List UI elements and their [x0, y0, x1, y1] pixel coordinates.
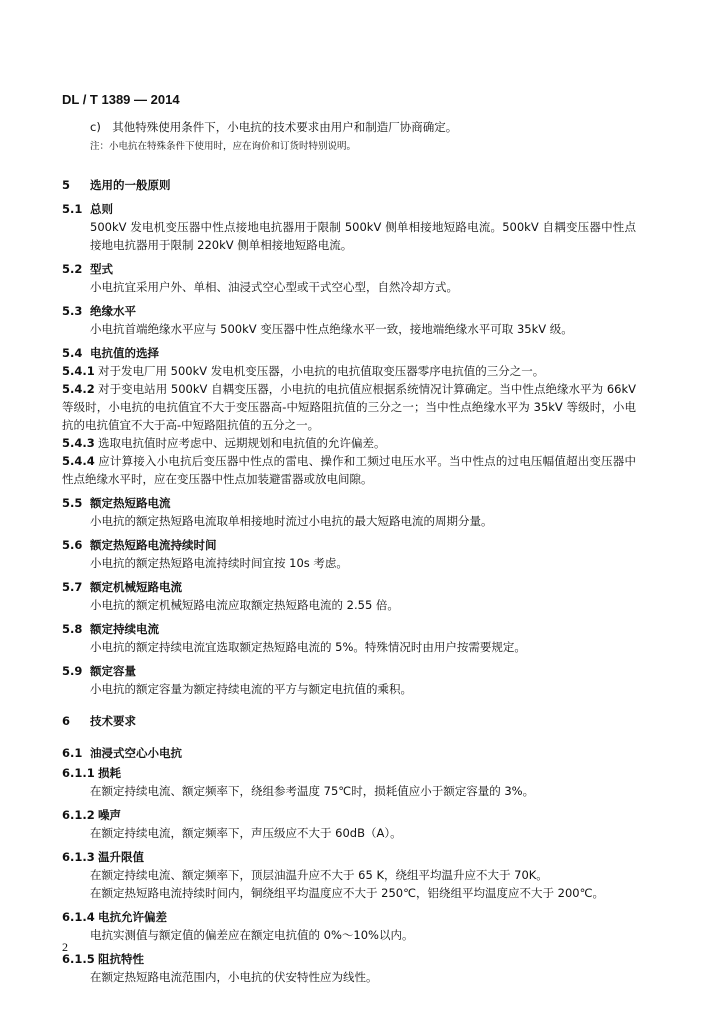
section-5-4-2	[62, 380, 636, 434]
section-5-6-heading	[62, 536, 636, 554]
section-5-3-heading	[62, 302, 636, 320]
section-title: 损耗	[98, 766, 121, 780]
section-title: 额定机械短路电流	[90, 580, 182, 594]
section-5-2-heading	[62, 260, 636, 278]
section-number: 6.1.1	[62, 766, 95, 780]
section-5-1-text: 500kV 发电机变压器中性点接地电抗器用于限制 500kV 侧单相接地短路电流。500kV 自耦变压器中性点接地电抗器用于限制 220kV 侧单相接地短路电流。	[90, 220, 636, 252]
section-6-1-5-text: 在额定热短路电流范围内，小电抗的伏安特性应为线性。	[90, 970, 378, 984]
section-title: 额定热短路电流	[90, 496, 171, 510]
section-number: 6.1.5	[62, 952, 95, 966]
section-title: 阻抗特性	[98, 952, 144, 966]
section-5-6-text: 小电抗的额定热短路电流持续时间宜按 10s 考虑。	[90, 556, 348, 570]
section-title: 总则	[90, 202, 113, 216]
section-number: 5.4	[62, 346, 83, 360]
section-number: 5.1	[62, 202, 83, 216]
note: 注：小电抗在特殊条件下使用时，应在询价和订货时特别说明。	[90, 141, 357, 152]
section-title: 油浸式空心小电抗	[90, 746, 182, 760]
section-title: 温升限值	[98, 850, 144, 864]
section-6-1-1-heading	[62, 764, 636, 782]
section-number: 6.1	[62, 746, 83, 760]
section-6-1-3-text-2: 在额定热短路电流持续时间内，铜绕组平均温度应不大于 250℃，铝绕组平均温度应不大于 200℃。	[90, 886, 605, 900]
section-5-4-4	[62, 452, 636, 488]
section-6-1-4-heading	[62, 908, 636, 926]
section-text: 对于变电站用 500kV 自耦变压器，小电抗的电抗值应根据系统情况计算确定。当中性点绝缘水平为 66kV 等级时，小电抗的电抗值宜不大于变压器高-中短路阻抗值的三分之一；当中性点绝缘水平为 35kV 等级时，小电抗的电抗值宜不大于高-中短路阻抗值的五分之一。	[62, 382, 636, 432]
section-6-1-2-text: 在额定持续电流，额定频率下，声压级应不大于 60dB（A）。	[90, 826, 402, 840]
section-6-heading	[62, 712, 636, 730]
section-number: 6	[62, 714, 71, 728]
section-number: 5.4.4	[62, 454, 95, 468]
section-5-heading	[62, 176, 636, 194]
section-number: 5.4.2	[62, 382, 95, 396]
section-5-8-heading	[62, 620, 636, 638]
section-5-9-heading	[62, 662, 636, 680]
standard-header: DL / T 1389 — 2014	[62, 92, 180, 107]
section-5-2-text: 小电抗宜采用户外、单相、油浸式空心型或干式空心型，自然冷却方式。	[90, 280, 458, 294]
section-5-5-heading	[62, 494, 636, 512]
section-number: 5.4.1	[62, 364, 95, 378]
section-6-1-3-heading	[62, 848, 636, 866]
section-title: 电抗值的选择	[90, 346, 159, 360]
section-5-7-text: 小电抗的额定机械短路电流应取额定热短路电流的 2.55 倍。	[90, 598, 399, 612]
section-text: 应计算接入小电抗后变压器中性点的雷电、操作和工频过电压水平。当中性点的过电压幅值超出变压器中性点绝缘水平时，应在变压器中性点加装避雷器或放电间隙。	[62, 454, 636, 486]
section-6-1-2-heading	[62, 806, 636, 824]
section-number: 6.1.3	[62, 850, 95, 864]
section-title: 绝缘水平	[90, 304, 136, 318]
section-5-7-heading	[62, 578, 636, 596]
section-title: 型式	[90, 262, 113, 276]
section-5-4-3	[62, 434, 636, 452]
document-body	[62, 118, 636, 986]
section-text: 对于发电厂用 500kV 发电机变压器，小电抗的电抗值取变压器零序电抗值的三分之一。	[98, 364, 545, 378]
section-5-5-text: 小电抗的额定热短路电流取单相接地时流过小电抗的最大短路电流的周期分量。	[90, 514, 493, 528]
section-title: 选用的一般原则	[90, 178, 171, 192]
section-title: 技术要求	[90, 714, 136, 728]
section-number: 5.2	[62, 262, 83, 276]
section-title: 额定容量	[90, 664, 136, 678]
section-number: 5.3	[62, 304, 83, 318]
page-number: 2	[62, 940, 68, 954]
clause-c: c) 其他特殊使用条件下，小电抗的技术要求由用户和制造厂协商确定。	[90, 120, 458, 134]
section-6-1-heading	[62, 744, 636, 762]
section-number: 5	[62, 178, 71, 192]
section-5-8-text: 小电抗的额定持续电流宜选取额定热短路电流的 5%。特殊情况时由用户按需要规定。	[90, 640, 526, 654]
section-6-1-5-heading	[62, 950, 636, 968]
section-number: 5.9	[62, 664, 83, 678]
section-5-9-text: 小电抗的额定容量为额定持续电流的平方与额定电抗值的乘积。	[90, 682, 412, 696]
section-number: 5.7	[62, 580, 83, 594]
section-title: 电抗允许偏差	[98, 910, 167, 924]
section-number: 5.4.3	[62, 436, 95, 450]
section-number: 6.1.2	[62, 808, 95, 822]
section-5-3-text: 小电抗首端绝缘水平应与 500kV 变压器中性点绝缘水平一致，接地端绝缘水平可取 35kV 级。	[90, 322, 573, 336]
section-title: 额定热短路电流持续时间	[90, 538, 217, 552]
section-number: 5.5	[62, 496, 83, 510]
section-5-4-heading	[62, 344, 636, 362]
section-title: 噪声	[98, 808, 121, 822]
section-6-1-3-text-1: 在额定持续电流、额定频率下，顶层油温升应不大于 65 K，绕组平均温升应不大于 70K。	[90, 868, 548, 882]
section-6-1-4-text: 电抗实测值与额定值的偏差应在额定电抗值的 0%～10%以内。	[90, 928, 414, 942]
section-number: 5.6	[62, 538, 83, 552]
section-number: 6.1.4	[62, 910, 95, 924]
section-text: 选取电抗值时应考虑中、远期规划和电抗值的允许偏差。	[98, 436, 386, 450]
section-6-1-1-text: 在额定持续电流、额定频率下，绕组参考温度 75℃时，损耗值应小于额定容量的 3%。	[90, 784, 535, 798]
section-5-1-heading	[62, 200, 636, 218]
section-number: 5.8	[62, 622, 83, 636]
section-5-4-1	[62, 362, 636, 380]
section-title: 额定持续电流	[90, 622, 159, 636]
